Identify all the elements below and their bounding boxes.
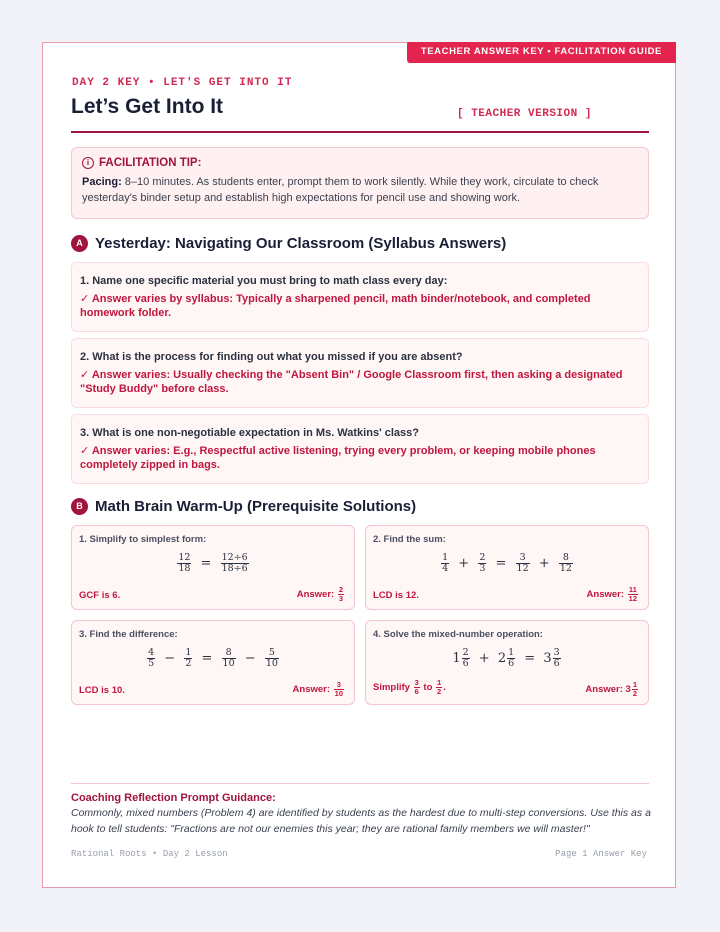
problem-equation: $\frac{1}{4}$ + $\frac{2}{3}$ = $\frac{3}{12}$ + $\frac{8}{12}$ xyxy=(442,552,572,574)
pacing-text: 8–10 minutes. As students enter, prompt them to work silently. While they work, circulate to check yesterday's binder setup and establish high expectations for pencil use and showing work. xyxy=(82,176,599,204)
fraction: $\frac{2}{6}$ xyxy=(462,647,469,669)
answer-fraction: 2 3 xyxy=(338,585,343,603)
fraction: $\frac{4}{5}$ xyxy=(148,647,155,669)
warmup-card-1 xyxy=(71,525,355,610)
solution-answer: Answer: 2 3 xyxy=(296,585,343,603)
answer-fraction: 1 2 xyxy=(632,680,637,698)
problem-label: 3. Find the difference: xyxy=(79,629,178,640)
section-a-title: Yesterday: Navigating Our Classroom (Syllabus Answers) xyxy=(95,235,507,252)
fraction: $\frac{1}{2}$ xyxy=(185,647,192,669)
problem-equation: $\frac{12}{18}$ = $\frac{12\div 6}{18\div 6}$ xyxy=(178,552,248,574)
tip-heading xyxy=(82,157,638,169)
teacher-key-ribbon: TEACHER ANSWER KEY • FACILITATION GUIDE xyxy=(407,42,676,63)
version-tag: [ TEACHER VERSION ] xyxy=(457,108,592,120)
fraction: $\frac{12\div 6}{18\div 6}$ xyxy=(221,552,248,574)
warmup-card-2 xyxy=(365,525,649,610)
question-text: 2. What is the process for finding out what you missed if you are absent? xyxy=(80,351,463,363)
solution-answer: Answer: 11 12 xyxy=(586,585,637,603)
syllabus-question-card xyxy=(71,338,649,408)
tip-heading-text: FACILITATION TIP: xyxy=(99,157,202,169)
answer-fraction: 11 12 xyxy=(628,585,637,603)
fraction: $\frac{3}{12}$ xyxy=(516,552,529,574)
facilitation-tip-box xyxy=(71,147,649,219)
info-icon: i xyxy=(82,157,94,169)
tip-body xyxy=(82,174,638,206)
problem-equation: $\frac{4}{5}$ − $\frac{1}{2}$ = $\frac{8}{10}$ − $\frac{5}{10}$ xyxy=(148,647,278,669)
hint-fraction: 3 6 xyxy=(414,678,419,696)
section-b-title: Math Brain Warm-Up (Prerequisite Solutions) xyxy=(95,498,417,515)
fraction: $\frac{8}{10}$ xyxy=(222,647,235,669)
pacing-label: Pacing: xyxy=(82,176,122,188)
title-divider xyxy=(71,131,649,133)
answer-fraction: 3 10 xyxy=(334,680,343,698)
problem-label: 1. Simplify to simplest form: xyxy=(79,534,207,545)
coaching-body: Commonly, mixed numbers (Problem 4) are identified by students as the hardest due to multi-step conversions. Use this as a hook to tell students: "Fractions are not our enemies this year; they are rational family members we will master!" xyxy=(71,807,651,835)
fraction: $\frac{3}{6}$ xyxy=(553,647,560,669)
solution-answer: Answer: 3 1 2 xyxy=(585,680,637,698)
fraction: $\frac{5}{10}$ xyxy=(265,647,278,669)
syllabus-question-card xyxy=(71,414,649,484)
footer-divider xyxy=(71,783,649,784)
warmup-card-4 xyxy=(365,620,649,705)
warmup-card-3 xyxy=(71,620,355,705)
problem-label: 2. Find the sum: xyxy=(373,534,446,545)
footer-page: Page 1 Answer Key xyxy=(555,849,647,859)
answer-text: ✓ Answer varies: E.g., Respectful active listening, trying every problem, or keeping mobile phones completely zipped in bags. xyxy=(80,445,596,471)
question-text: 1. Name one specific material you must bring to math class every day: xyxy=(80,275,448,287)
syllabus-question-card xyxy=(71,262,649,332)
day-kicker: DAY 2 KEY • LET'S GET INTO IT xyxy=(72,77,293,89)
solution-hint: GCF is 6. xyxy=(79,590,121,601)
page-title: Let’s Get Into It xyxy=(71,95,224,118)
solution-answer: Answer: 3 10 xyxy=(292,680,343,698)
fraction: $\frac{2}{3}$ xyxy=(479,552,486,574)
answer-key-page xyxy=(42,42,676,888)
solution-hint: LCD is 10. xyxy=(79,685,125,696)
answer-text: ✓ Answer varies by syllabus: Typically a sharpened pencil, math binder/notebook, and completed homework folder. xyxy=(80,293,591,319)
solution-hint: LCD is 12. xyxy=(373,590,419,601)
answer-text: ✓ Answer varies: Usually checking the "Absent Bin" / Google Classroom first, then asking a designated "Study Buddy" before class. xyxy=(80,369,623,395)
problem-label: 4. Solve the mixed-number operation: xyxy=(373,629,543,640)
footer-lesson: Rational Roots • Day 2 Lesson xyxy=(71,849,228,859)
question-text: 3. What is one non-negotiable expectation in Ms. Watkins' class? xyxy=(80,427,419,439)
fraction: $\frac{8}{12}$ xyxy=(559,552,572,574)
section-a-heading xyxy=(71,235,506,252)
solution-hint: Simplify 3 6 to 1 2 . xyxy=(373,678,446,696)
section-b-heading xyxy=(71,498,416,515)
fraction: $\frac{1}{6}$ xyxy=(508,647,515,669)
hint-fraction: 1 2 xyxy=(437,678,442,696)
fraction: $\frac{12}{18}$ xyxy=(178,552,191,574)
coaching-heading: Coaching Reflection Prompt Guidance: xyxy=(71,792,276,804)
problem-equation: 1 $\frac{2}{6}$ + 2 $\frac{1}{6}$ = 3 $\frac{3}{6}$ xyxy=(452,647,560,669)
fraction: $\frac{1}{4}$ xyxy=(442,552,449,574)
section-a-badge: A xyxy=(71,235,88,252)
section-b-badge: B xyxy=(71,498,88,515)
